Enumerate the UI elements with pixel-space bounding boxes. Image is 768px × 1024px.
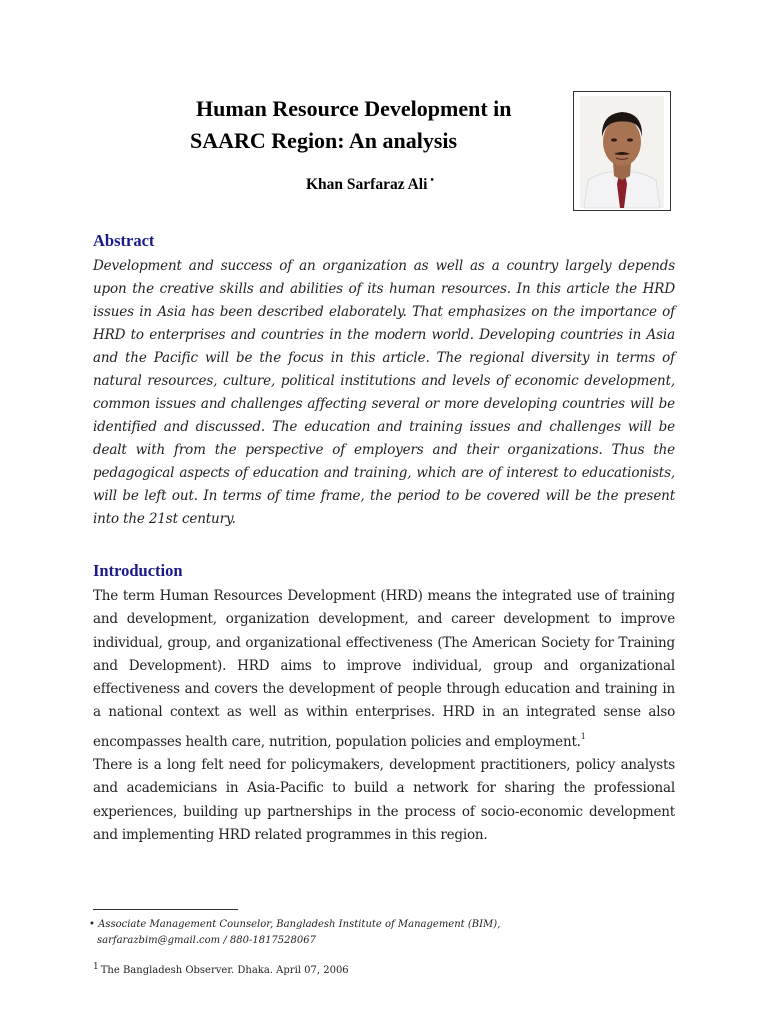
author-portrait-image [574,92,670,210]
author-name: Khan Sarfaraz Ali [306,176,428,193]
footnote-divider [93,909,238,910]
author-photo [573,91,671,211]
abstract-heading: Abstract [93,231,155,250]
introduction-heading: Introduction [93,561,183,580]
intro-paragraph-2: There is a long felt need for policymakers, development practitioners, policy analysts and academicians in Asia-Pacific to build a network for sharing the professional experiences, building up partnerships in the process of socio-economic development and implementing HRD related programmes in this region. [93,757,675,843]
reference-text: The Bangladesh Observer. Dhaka. April 07, 2006 [100,965,349,976]
title-line-2: SAARC Region: An analysis [190,128,458,153]
reference-number: 1 [93,962,99,972]
paper-title [190,93,570,157]
reference-footnote [93,962,349,976]
title-line-1: Human Resource Development in [196,96,512,121]
footnote-ref-1: 1 [580,731,586,741]
author-footnote [89,917,689,949]
introduction-text [93,585,675,847]
footnote-marker: • [89,919,95,930]
footnote-affiliation: Associate Management Counselor, Bangladesh Institute of Management (BIM), [98,919,501,930]
abstract-text: Development and success of an organization as well as a country largely depends upon the creative skills and abilities of its human resources. In this article the HRD issues in Asia has been described elaborately. That emphasizes on the importance of HRD to enterprises and countries in the modern world. Developing countries in Asia and the Pacific will be the focus in this article. The regional diversity in terms of natural resources, culture, political institutions and levels of economic development, common issues and challenges affecting several or more developing countries will be identified and discussed. The education and training issues and challenges will be dealt with from the perspective of employers and their organizations. Thus the pedagogical aspects of education and training, which are of interest to educationists, will be left out. In terms of time frame, the period to be covered will be the present into the 21st century. [93,258,675,527]
footnote-contact: sarfarazbim@gmail.com / 880-1817528067 [97,935,316,946]
intro-paragraph-1-text: The term Human Resources Development (HRD) means the integrated use of training and development, organization development, and career development to improve individual, group, and organizational effectiveness (The American Society for Training and Development). HRD aims to improve individual, group and organizational effectiveness and covers the development of people through education and training in a national context as well as within enterprises. HRD in an integrated sense also encompasses health care, nutrition, population policies and employment. [93,588,675,750]
intro-paragraph-1 [93,585,675,754]
author-line [306,175,434,194]
author-footnote-marker: • [430,175,434,186]
